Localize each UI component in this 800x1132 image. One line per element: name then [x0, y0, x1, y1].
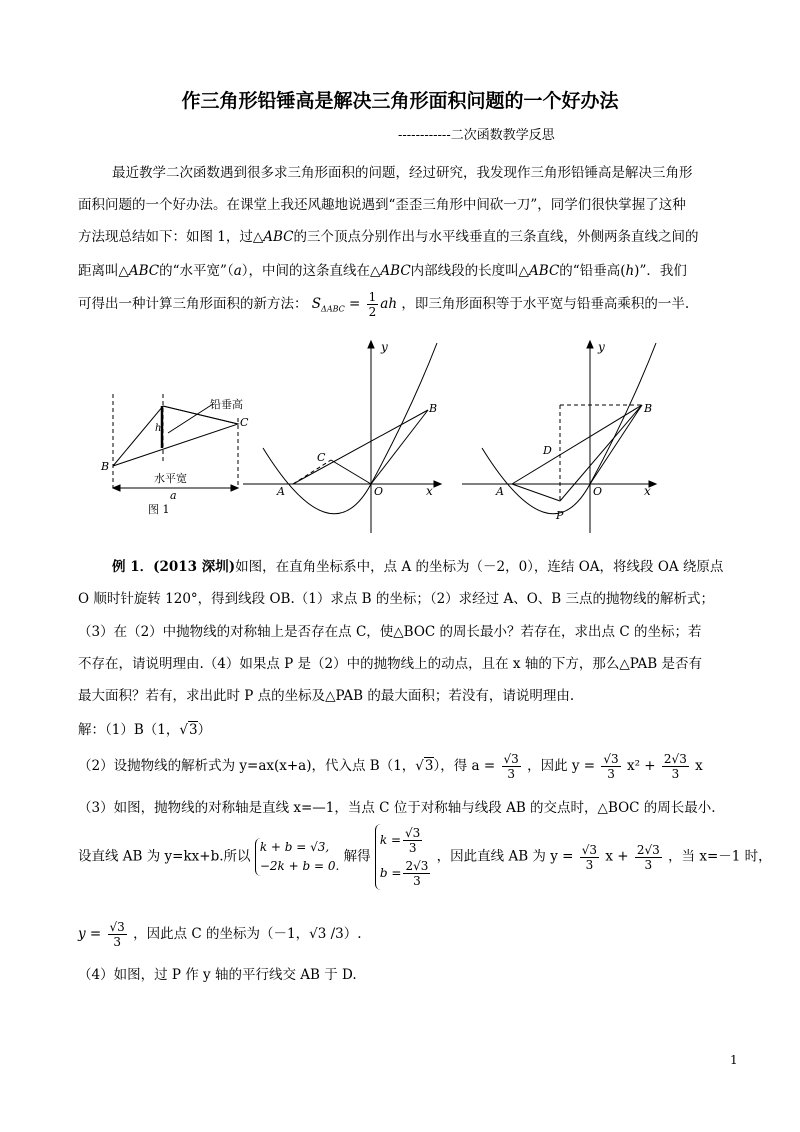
svg-text:B: B: [429, 402, 438, 415]
subtitle: ------------二次函数教学反思: [398, 128, 555, 143]
label-a: a: [170, 489, 177, 502]
example-line-3: （3）在（2）中抛物线的对称轴上是否存在点 C，使△BOC 的周长最小？若存在，求出点 C 的坐标；若: [78, 624, 702, 640]
intro-line-5: 可得出一种计算三角形面积的新方法： $S_{\Delta ABC}$ = $\frac{1}{2}$ ah ，即三角形面积等于水平宽与铅垂高乘积的一半.: [78, 290, 690, 319]
figure-2: [243, 338, 443, 533]
solution-part-3: （3）如图，抛物线的对称轴是直线 x=—1，当点 C 位于对称轴与线段 AB 的交点时，△BOC 的周长最小.: [78, 800, 716, 816]
figure-3: [462, 338, 662, 533]
svg-text:y: y: [381, 340, 388, 354]
page-title: 作三角形铅锤高是解决三角形面积问题的一个好办法: [181, 90, 619, 112]
svg-text:C: C: [317, 451, 326, 464]
area-formula: $S_{\Delta ABC}$ = $\frac{1}{2}$ ah: [311, 290, 398, 319]
svg-text:O: O: [374, 485, 384, 498]
solution-part-3c: y = $\frac{√3}{3}$ ，因此点 C 的坐标为（－1，√3 /3）.: [78, 920, 362, 949]
svg-text:B: B: [644, 402, 653, 415]
label-vertex-c: C: [240, 416, 249, 429]
svg-text:D: D: [543, 444, 552, 457]
svg-text:O: O: [593, 485, 603, 498]
svg-text:P: P: [556, 509, 564, 522]
label-qianchuigao: 铅垂高: [210, 398, 243, 411]
svg-text:x: x: [644, 484, 651, 498]
solution-part-4: （4）如图，过 P 作 y 轴的平行线交 AB 于 D.: [78, 967, 357, 983]
example-line-2: O 顺时针旋转 120°，得到线段 OB.（1）求点 B 的坐标；（2）求经过 A、O、B 三点的抛物线的解析式；: [78, 591, 714, 607]
intro-line-4: 距离叫△ABC的“水平宽”（a），中间的这条直线在△ABC内部线段的长度叫△ABC的“铅垂高(h)”．我们: [78, 263, 687, 279]
page-number: 1: [730, 1053, 738, 1067]
svg-text:x: x: [426, 484, 433, 498]
example-line-1: 例 1．(2013 深圳)如图，在直角坐标系中，点 A 的坐标为（－2，0），连结 OA，将线段 OA 绕原点: [112, 559, 724, 575]
intro-line-3: 方法现总结如下：如图 1，过△ABC的三个顶点分别作出与水平线垂直的三条直线，外侧两条直线之间的: [78, 229, 699, 245]
label-h: h: [155, 423, 162, 434]
solution-part-2: （2）设抛物线的解析式为 y=ax(x+a)，代入点 B（1，√3），得 a = $\frac{√3}{3}$ ，因此 y = $\frac{√3}{3}$ x² + $\frac{2√3}{3}$ x: [78, 752, 703, 781]
solution-part-3b: 设直线 AB 为 y=kx+b.所以 k + b = √3, −2k + b = 0. 解得 k = $\frac{√3}{3}$ b = $\frac{2√3}{3}$ ，因此直线 AB 为 y = $\frac{√3}{3}$ x + $\frac{2√3}{3}$ ，当 x=－1 时，: [78, 826, 772, 888]
intro-line-2: 面积问题的一个好办法。在课堂上我还风趣地说遇到“歪歪三角形中间砍一刀”，同学们很快掌握了这种: [78, 197, 686, 213]
svg-text:A: A: [277, 485, 285, 498]
intro-line-1: 最近教学二次函数遇到很多求三角形面积的问题，经过研究，我发现作三角形铅锤高是解决三角形: [112, 165, 693, 181]
example-line-4: 不存在，请说明理由.（4）如果点 P 是（2）中的抛物线上的动点，且在 x 轴的下方，那么△PAB 是否有: [78, 656, 703, 672]
svg-text:y: y: [598, 340, 605, 354]
example-line-5: 最大面积？若有，求出此时 P 点的坐标及△PAB 的最大面积；若没有，请说明理由.: [78, 688, 575, 704]
figure-1-caption: 图 1: [148, 503, 170, 516]
figure-1: [88, 388, 256, 520]
svg-text:A: A: [496, 485, 504, 498]
label-vertex-b: B: [101, 460, 110, 473]
solution-part-1: 解：（1）B（1，√3）: [78, 722, 212, 738]
label-shuipingkuan: 水平宽: [154, 472, 187, 485]
